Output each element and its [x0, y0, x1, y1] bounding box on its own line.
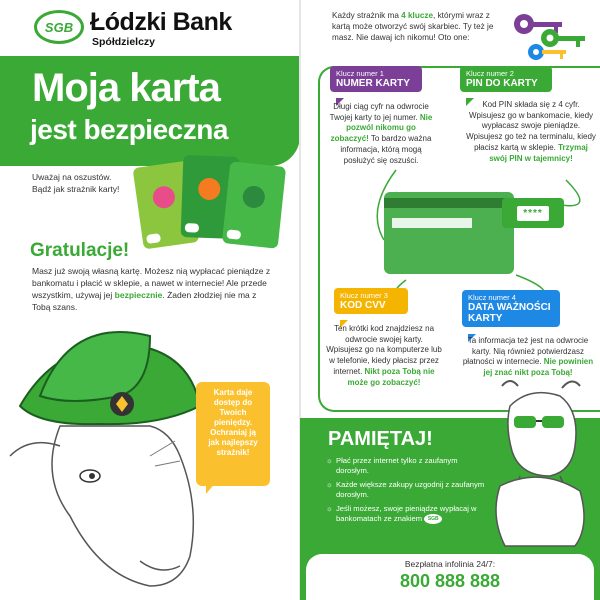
goat-glasses-illustration: [480, 376, 592, 552]
keys-icon: [506, 8, 596, 68]
bubble-line: Twoich: [219, 408, 247, 417]
key4-highlight: Nie powinien jej znać nikt poza Tobą!: [483, 357, 594, 378]
body-paragraph: [32, 265, 277, 313]
bank-subtitle: Spółdzielczy: [92, 36, 156, 48]
hotline-number[interactable]: 800 888 888: [399, 571, 501, 591]
body-part-1: Masz już swoją własną kartę. Możesz nią wypłacać pieniądze z bankomatu i płacić w sklepie, a nawet w internecie! Ale przede wszystkim, używaj jej: [32, 266, 271, 300]
list-item-text: Każde większe zakupy uzgodnij z zaufanym dorosłym.: [336, 480, 485, 499]
key1-tag: [330, 66, 422, 92]
hotline-box: [306, 554, 594, 600]
list-item-text: Płać przez internet tylko z zaufanym dorosłym.: [336, 456, 458, 475]
list-item-text: Jeśli możesz, swoje pieniądze wypłacaj w bankomatach ze znakiem: [336, 504, 477, 523]
card-back-illustration: [384, 192, 514, 274]
key3-highlight: Nikt poza Tobą nie może go zobaczyć!: [347, 366, 435, 387]
key2-text: Kod PIN składa się z 4 cyfr. Wpisujesz go w bankomacie, kiedy wypłacasz swoje pieniądze. Wpisujesz go też na terminalu, kiedy płacisz kartą w sklepie.: [466, 100, 596, 152]
key2-highlight: Trzymaj swój PIN w tajemnicy!: [489, 142, 588, 163]
key2-title: PIN DO KARTY: [466, 78, 538, 89]
key3-description: [326, 324, 442, 388]
speech-bubble: [196, 382, 270, 486]
intro-highlight: 4 klucze: [401, 11, 434, 20]
bubble-line: pieniędzy.: [213, 418, 253, 427]
key1-highlight: Nie pozwól nikomu go zobaczyć!: [330, 112, 433, 144]
bank-name: Łódzki Bank: [90, 8, 232, 36]
key4-tag: [462, 290, 560, 327]
list-item: ☼ Jeśli możesz, swoje pieniądze wypłacaj w bankomatach ze znakiem SGB: [326, 504, 477, 523]
pin-mask: ****: [517, 206, 549, 221]
key1-small: Klucz numer 1: [336, 69, 384, 78]
key3-title: KOD CVV: [340, 300, 386, 311]
key4-description: [460, 336, 596, 379]
intro-part-2: , którymi wraz z kartą może otworzyć swój skarbiec. Ty też je masz. Nie dawaj ich nikomu! Oto one:: [332, 11, 494, 42]
key2-small: Klucz numer 2: [466, 69, 514, 78]
key2-tag: [460, 66, 552, 92]
intro-part-1: Każdy strażnik ma: [332, 11, 402, 20]
body-part-2: . Żaden złodziej nie ma z Tobą szans.: [32, 290, 257, 312]
congrats-heading: Gratulacje!: [30, 240, 130, 261]
key3-small: Klucz numer 3: [340, 291, 388, 300]
key1-title: NUMER KARTY: [336, 78, 410, 89]
goat-guard-illustration: [0, 316, 210, 600]
intro-text: [32, 172, 142, 195]
key4-small: Klucz numer 4: [468, 293, 516, 302]
key3-tag: [334, 288, 408, 314]
key1-text-2: To bardzo ważna informacja, którą mogą posłużyć się oszuści.: [340, 134, 432, 165]
remember-list: [326, 456, 486, 528]
hotline-label: Bezpłatna infolinia 24/7:: [404, 559, 496, 569]
key4-text: Ta informacja też jest na odwrocie karty. Nią również potwierdzasz płatności w internecie.: [462, 336, 589, 367]
intro-line-2: Bądź jak strażnik karty!: [32, 183, 120, 194]
bubble-line: jak najlepszy: [208, 438, 258, 447]
bubble-line: Karta daje: [213, 388, 253, 397]
pin-bubble: [502, 198, 564, 228]
list-item: ☼ Każde większe zakupy uzgodnij z zaufanym dorosłym.: [326, 480, 485, 499]
bubble-line: dostęp do: [213, 398, 253, 407]
title-line-2: jest bezpieczna: [30, 114, 228, 145]
list-item: ☼ Płać przez internet tylko z zaufanym dorosłym.: [326, 456, 486, 476]
sgb-logo: [34, 10, 84, 44]
sgb-mini-logo: SGB: [424, 514, 442, 524]
bubble-line: strażnik!: [216, 448, 250, 457]
intro-line-1: Uważaj na oszustów.: [32, 172, 112, 182]
card-green: [222, 161, 286, 248]
key3-text: Ten krótki kod znajdziesz na odwrocie swojej karty. Wpisujesz go na komputerze lub w telefonie, kiedy płacisz przez internet.: [326, 324, 442, 376]
body-highlight: bezpiecznie: [114, 290, 163, 300]
keys-intro: [332, 10, 502, 43]
key4-title-2: KARTY: [468, 313, 503, 324]
remember-title: PAMIĘTAJ!: [328, 428, 433, 450]
speech-bubble-tail: [206, 482, 226, 494]
logo-text: SGB: [44, 19, 74, 35]
key1-text: Długi ciąg cyfr na odwrocie Twojej karty to jej numer.: [329, 102, 429, 122]
title-line-1: Moja karta: [32, 66, 220, 110]
key4-title-1: DATA WAŻNOŚCI: [468, 302, 551, 313]
cards-illustration: [138, 156, 288, 251]
bubble-line: Ochraniaj ją: [210, 428, 256, 437]
